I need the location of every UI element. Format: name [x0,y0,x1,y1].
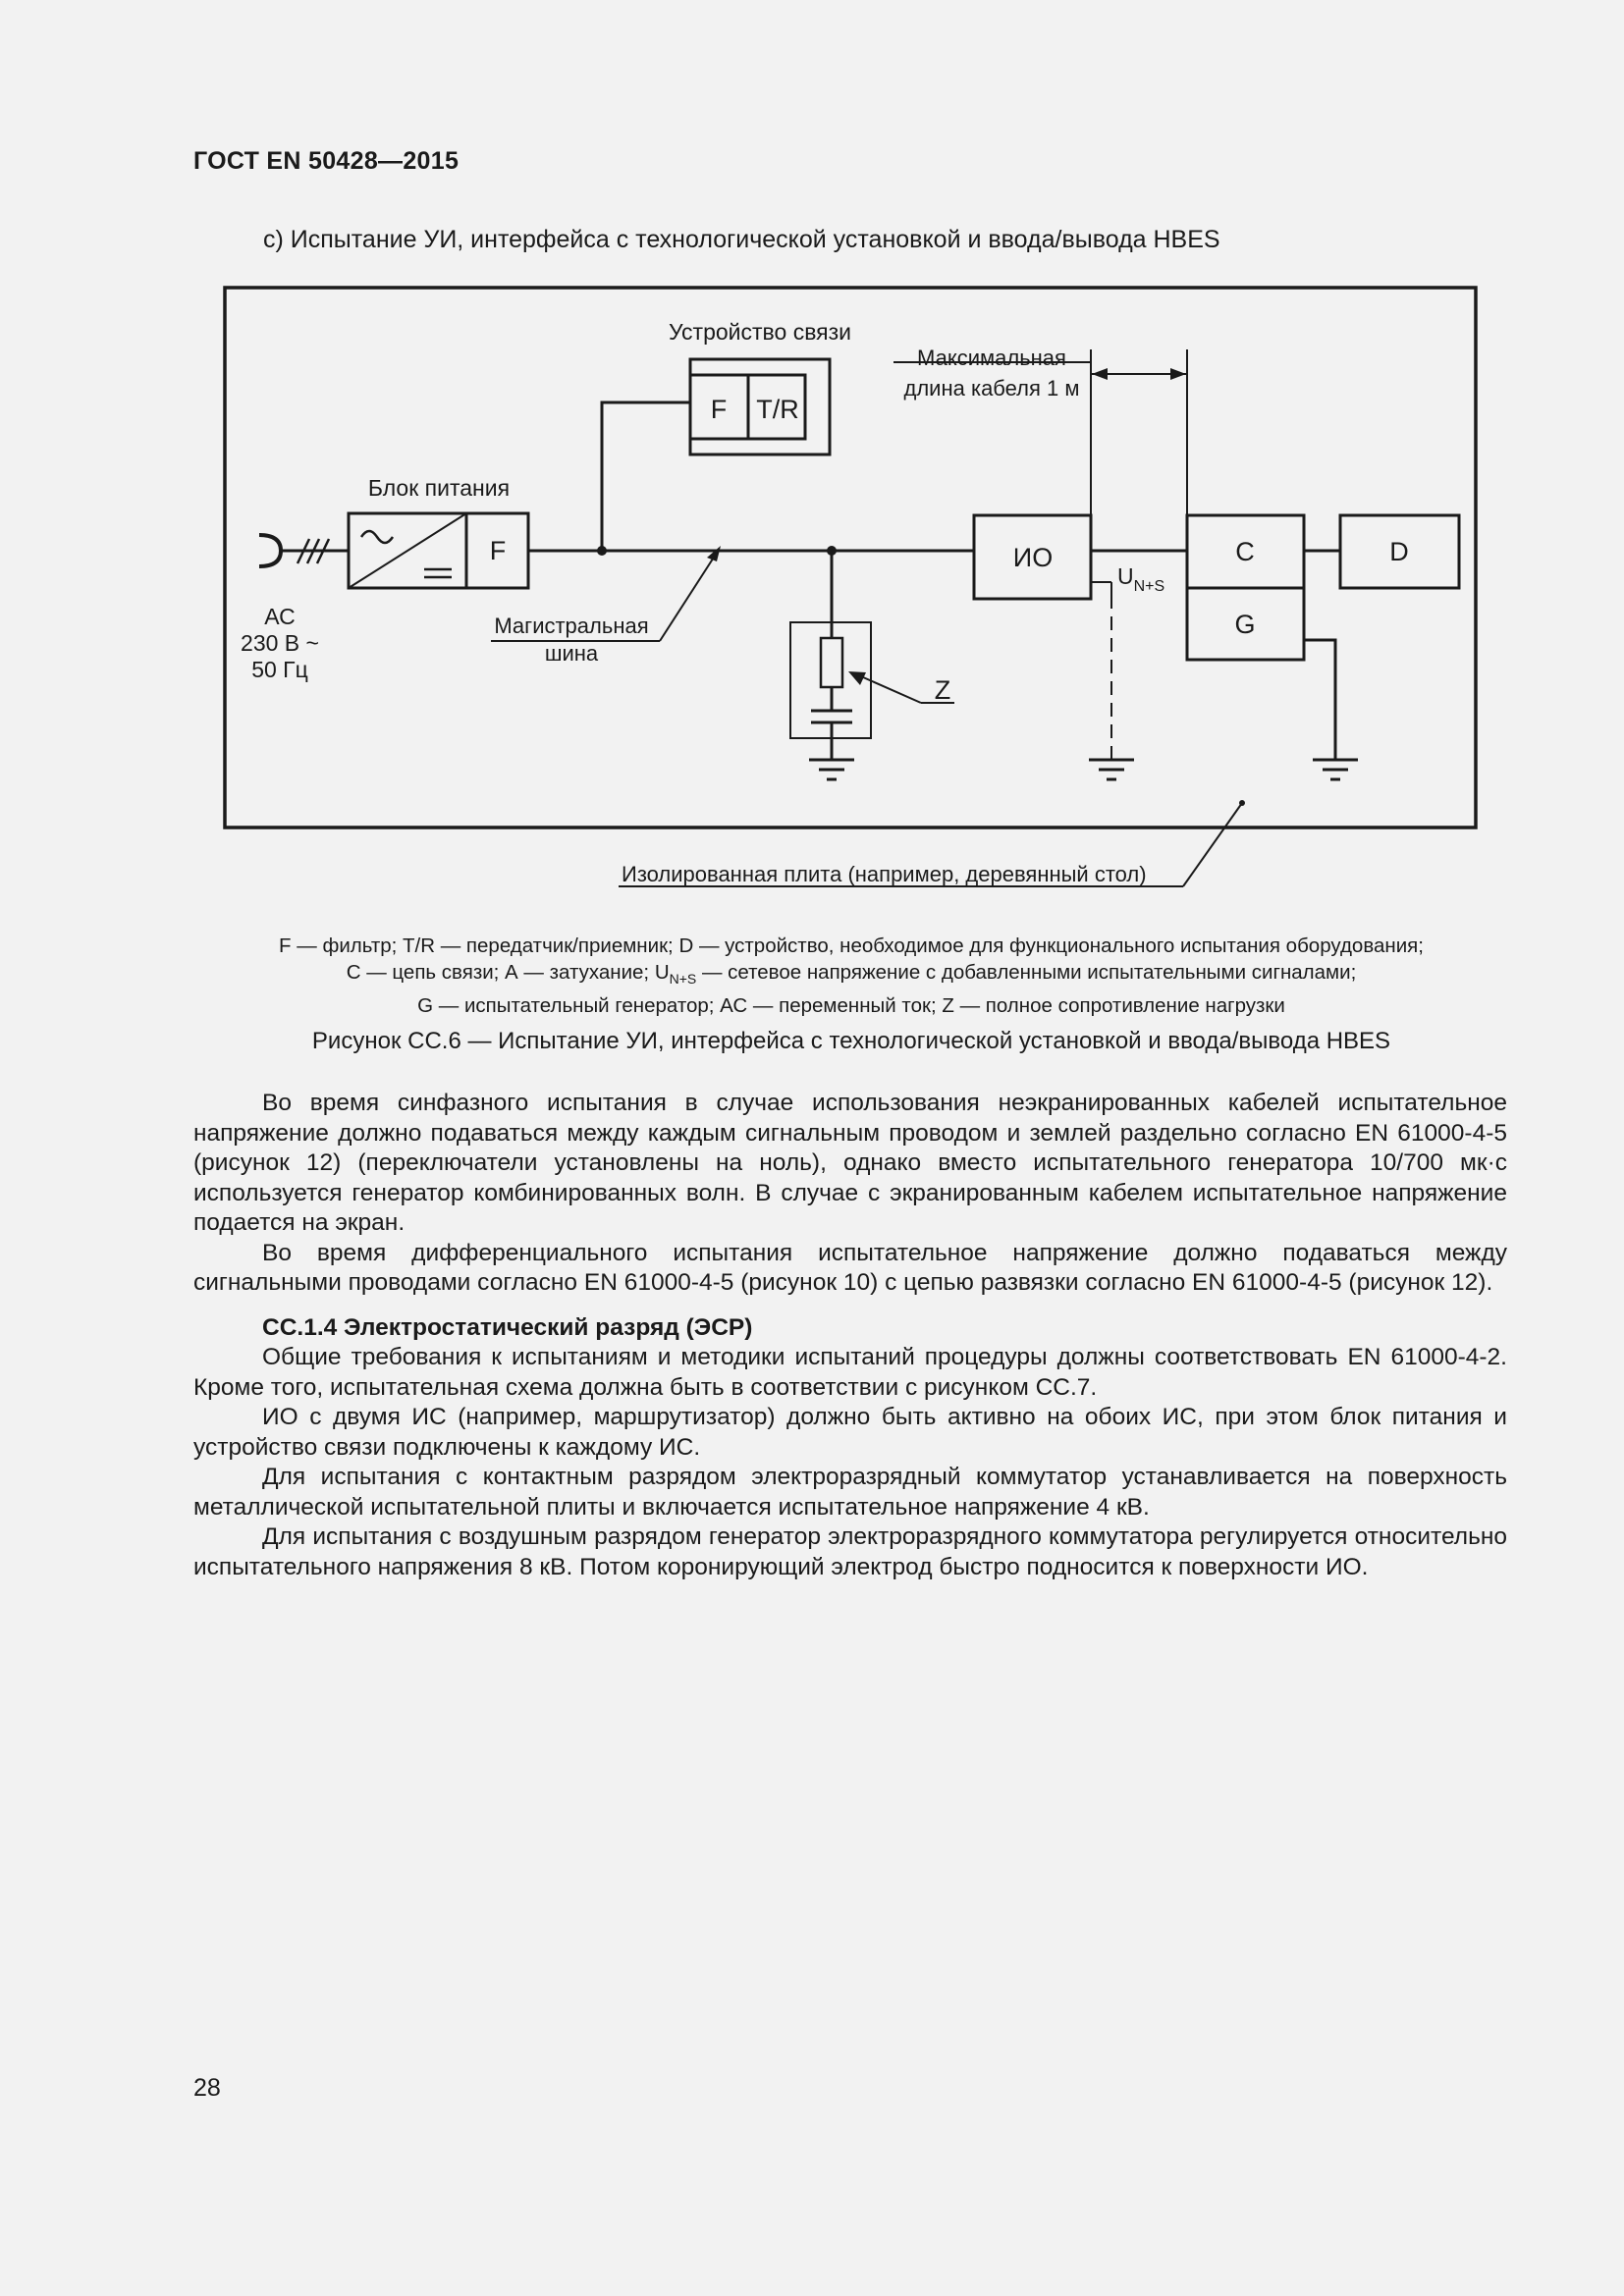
ac-label-1: АС [264,604,296,629]
z-label: Z [934,675,951,705]
ac-plug-icon [259,535,281,566]
figure-caption: Рисунок СС.6 — Испытание УИ, интерфейса с технологической установкой и ввода/вывода HBES [311,1028,1391,1054]
io-label: ИО [1012,543,1054,572]
paragraph: ИО с двумя ИС (например, маршрутизатор) должно быть активно на обоих ИС, при этом блок питания и устройство связи подключены к каждому ИС. [193,1404,1507,1461]
paragraph: Во время синфазного испытания в случае использования неэкранированных кабелей испытательное напряжение должно подаваться между каждым сигнальным проводом и землей раздельно согласно EN 61000-4-5 (рисунок 12) (переключатели установлены на ноль), однако вместо испытательного генератора 10/700 мк·с используется генератор комбинированных волн. В случае с экранированным кабелем испытательное напряжение подается на экран. [193,1090,1507,1236]
tr-label: T/R [756,395,799,424]
bus-junction [827,546,837,556]
paragraph: Во время дифференциального испытания испытательное напряжение должно подаваться между сигнальными проводами согласно EN 61000-4-5 (рисунок 10) с цепью развязки согласно EN 61000-4-5 (рисунок 12). [193,1239,1507,1296]
test-setup-diagram [0,0,1624,903]
legend-line: G — испытательный генератор; АС — переменный ток; Z — полное сопротивление нагрузки [417,994,1285,1018]
g-label: G [1234,610,1256,639]
cable-arrow-left [1092,368,1108,380]
legend-line: С — цепь связи; А — затухание; $U_{N+S}$ — сетевое напряжение с добавленными испытательными сигналами; [346,961,1357,988]
legend-line: F — фильтр; T/R — передатчик/приемник; D — устройство, необходимое для функционального испытания оборудования; [279,934,1424,957]
plate-label: Изолированная плита (например, деревянный стол) [622,862,1147,886]
figure-legend [193,933,1509,1019]
cable-arrow-right [1170,368,1186,380]
paragraph: Для испытания с воздушным разрядом генератор электроразрядного коммутатора регулируется относительно испытательного напряжения 8 кВ. Потом коронирующий электрод быстро подносится к поверхности ИО. [193,1523,1507,1580]
bus-junction [597,546,607,556]
document-header: ГОСТ EN 50428—2015 [193,147,460,175]
d-label: D [1389,537,1409,566]
bus-arrowhead [707,546,721,561]
bus-label-2: шина [544,641,599,666]
body-text [193,1089,1507,1582]
section-heading: СС.1.4 Электростатический разряд (ЭСР) [262,1313,753,1341]
power-filter-label: F [489,536,507,565]
u-ns-label: $U_{N+S}$ [1117,563,1165,595]
bus-label-1: Магистральная [494,614,649,638]
z-resistor [821,638,842,687]
subfigure-caption: с) Испытание УИ, интерфейса с технологической установкой и ввода/вывода HBES [263,226,1220,253]
ac-label-2: 230 В ~ [241,630,319,656]
max-cable-label-2: длина кабеля 1 м [903,376,1080,400]
c-label: C [1235,537,1255,566]
diagram-frame [225,288,1476,828]
page-number: 28 [193,2074,221,2102]
ac-sine-icon [361,531,393,543]
paragraph: Общие требования к испытаниям и методики испытаний процедуры должны соответствовать EN 61000-4-2. Кроме того, испытательная схема должна быть в соответствии с рисунком СС.7. [193,1344,1507,1401]
comm-filter-label: F [710,395,728,424]
paragraph: Для испытания с контактным разрядом электроразрядный коммутатор устанавливается на поверхность металлической испытательной плиты и включается испытательное напряжение 4 кВ. [193,1464,1507,1521]
ac-label-3: 50 Гц [251,657,308,682]
max-cable-label-1: Максимальная [917,346,1066,370]
comm-device-label: Устройство связи [668,319,852,345]
power-unit-label: Блок питания [367,475,511,501]
